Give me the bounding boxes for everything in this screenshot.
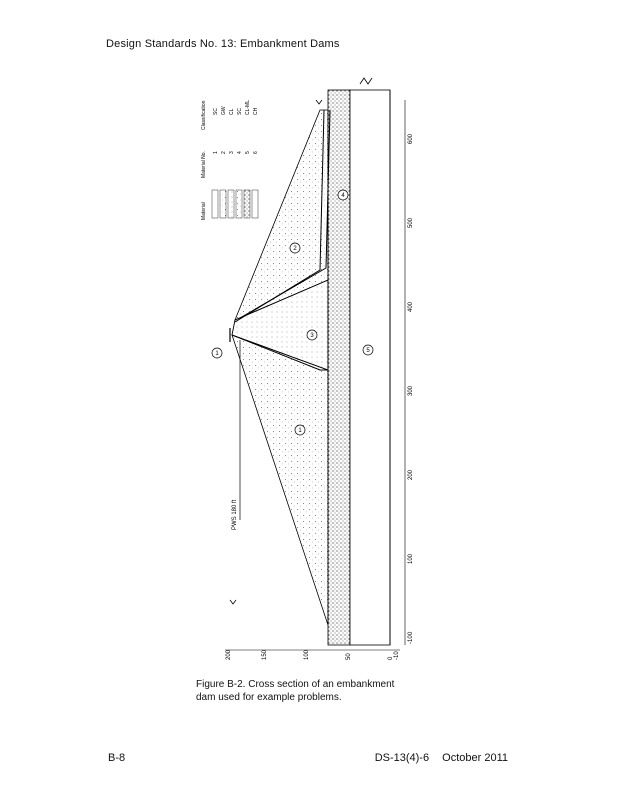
figure-caption: [196, 678, 436, 704]
caption-line-1: Figure B-2. Cross section of an embankment: [196, 679, 395, 690]
legend-no-1: 1: [213, 151, 219, 154]
x-tick-7: 600: [408, 133, 414, 144]
x-tick-0: -10: [408, 635, 414, 644]
x-tick-1: 0: [408, 631, 414, 635]
foundation-layer: [328, 90, 350, 645]
pwse-label: PWS 180 ft: [232, 499, 238, 530]
zone-marker-5: 4: [341, 193, 345, 199]
break-symbol: [360, 78, 372, 84]
legend-swatch-5: [244, 190, 250, 218]
y-tick-0: 200: [226, 649, 232, 660]
x-tick-5: 400: [408, 301, 414, 312]
legend-swatch-6: [252, 190, 258, 218]
legend-no-3: 3: [229, 151, 235, 154]
zone-marker-2: 2: [293, 246, 297, 252]
legend-class-6: CH: [253, 107, 259, 115]
document-date: October 2011: [442, 752, 508, 764]
legend-header-no: Material No.: [201, 151, 207, 178]
legend-class-4: SC: [237, 108, 243, 115]
zone-marker-6: 5: [366, 348, 370, 354]
upstream-shell: [232, 335, 328, 625]
legend-class-5: CL-ML: [245, 99, 251, 115]
y-tick-5: -10: [394, 651, 400, 660]
downstream-water-symbol: [316, 100, 322, 104]
legend-class-2: GW: [221, 106, 227, 115]
zone-marker-3: 3: [310, 333, 314, 339]
y-tick-2: 100: [304, 649, 310, 660]
x-axis-ticks: [408, 133, 414, 644]
upstream-water-symbol: [230, 600, 236, 604]
legend-no-5: 5: [245, 151, 251, 154]
dam-cross-section-figure: [200, 70, 420, 670]
document-id: DS-13(4)-6: [374, 752, 430, 764]
legend-no-2: 2: [221, 151, 227, 154]
legend-swatch-4: [236, 190, 242, 218]
material-legend: [201, 100, 259, 220]
legend-class-1: SC: [213, 108, 219, 115]
legend-no-4: 4: [237, 151, 243, 154]
x-tick-4: 300: [408, 385, 414, 396]
y-axis-ticks: [226, 649, 400, 660]
y-tick-3: 50: [346, 653, 352, 660]
legend-header-material: Material: [201, 202, 207, 220]
x-tick-3: 200: [408, 469, 414, 480]
y-tick-4: 0: [388, 656, 394, 660]
page-number: B-8: [108, 752, 126, 764]
zone-marker-4: 1: [298, 428, 302, 434]
page-header: Design Standards No. 13: Embankment Dams: [106, 38, 340, 50]
zone-marker-1: 1: [215, 351, 219, 357]
legend-class-3: CL: [229, 108, 235, 115]
legend-swatch-2: [220, 190, 226, 218]
legend-header-class: Classification: [201, 100, 207, 130]
legend-no-6: 6: [253, 151, 259, 154]
dam-cross-section-svg: [200, 70, 420, 670]
x-tick-2: 100: [408, 553, 414, 564]
bedrock-layer: [350, 90, 390, 645]
x-tick-6: 500: [408, 217, 414, 228]
y-tick-1: 150: [262, 649, 268, 660]
caption-line-2: dam used for example problems.: [196, 692, 342, 703]
legend-swatch-3: [228, 190, 234, 218]
footer-doc-info: [365, 752, 508, 764]
legend-swatch-1: [212, 190, 218, 218]
